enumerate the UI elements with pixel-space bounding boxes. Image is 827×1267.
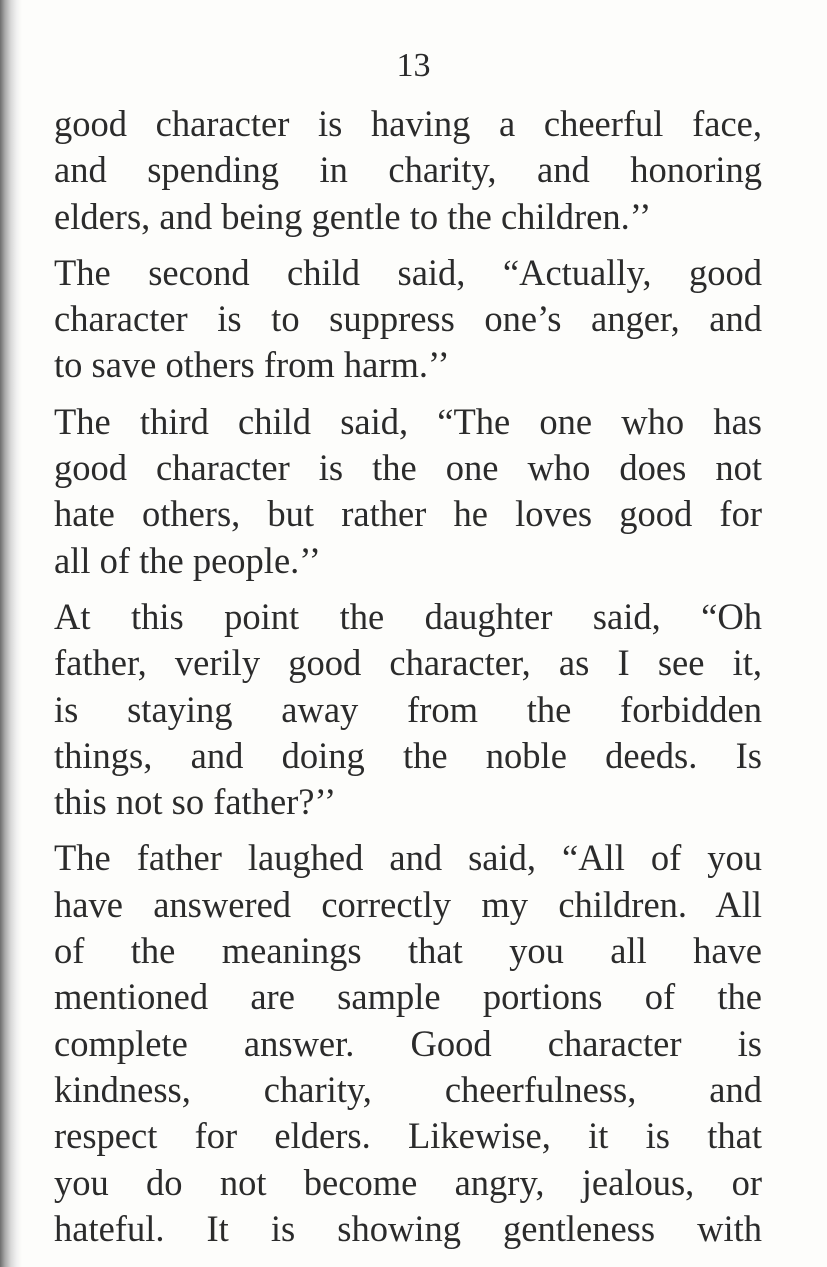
text-line: complete answer. Good character is <box>54 1022 762 1064</box>
text-line: The father laughed and said, “All of you <box>54 837 762 879</box>
text-line: hate others, but rather he loves good for <box>54 493 762 535</box>
paragraph <box>54 250 762 389</box>
text-line: elders, and being gentle to the children.’’ <box>54 195 652 237</box>
text-line: kindness, charity, cheerfulness, and <box>54 1068 762 1110</box>
text-line: of the meanings that you all have <box>54 930 762 972</box>
spine-shadow <box>0 0 22 1267</box>
paragraph <box>54 835 762 1252</box>
paragraph <box>54 101 762 240</box>
paragraph <box>54 594 762 825</box>
page-number: 13 <box>396 47 431 84</box>
text-line: is staying away from the forbidden <box>54 688 762 730</box>
paragraph <box>54 399 762 584</box>
text-line: to save others from harm.’’ <box>54 344 450 386</box>
text-line: good character is having a cheerful face, <box>54 103 762 144</box>
text-line: respect for elders. Likewise, it is that <box>54 1115 762 1157</box>
text-line: father, verily good character, as I see it, <box>54 642 762 684</box>
text-line: The second child said, “Actually, good <box>54 251 762 293</box>
text-line: mentioned are sample portions of the <box>54 976 762 1018</box>
text-line: and spending in charity, and honoring <box>54 149 762 191</box>
text-line: hateful. It is showing gentleness with <box>54 1207 762 1249</box>
body-text <box>54 101 762 1262</box>
text-line: The third child said, “The one who has <box>54 400 762 442</box>
text-line: At this point the daughter said, “Oh <box>54 595 762 637</box>
text-line: this not so father?’’ <box>54 781 337 823</box>
text-line: good character is the one who does not <box>54 447 762 489</box>
text-line: have answered correctly my children. All <box>54 883 762 925</box>
text-line: character is to suppress one’s anger, and <box>54 298 762 340</box>
text-line: you do not become angry, jealous, or <box>54 1161 762 1203</box>
text-line: all of the people.’’ <box>54 539 321 581</box>
text-line: things, and doing the noble deeds. Is <box>54 734 762 776</box>
